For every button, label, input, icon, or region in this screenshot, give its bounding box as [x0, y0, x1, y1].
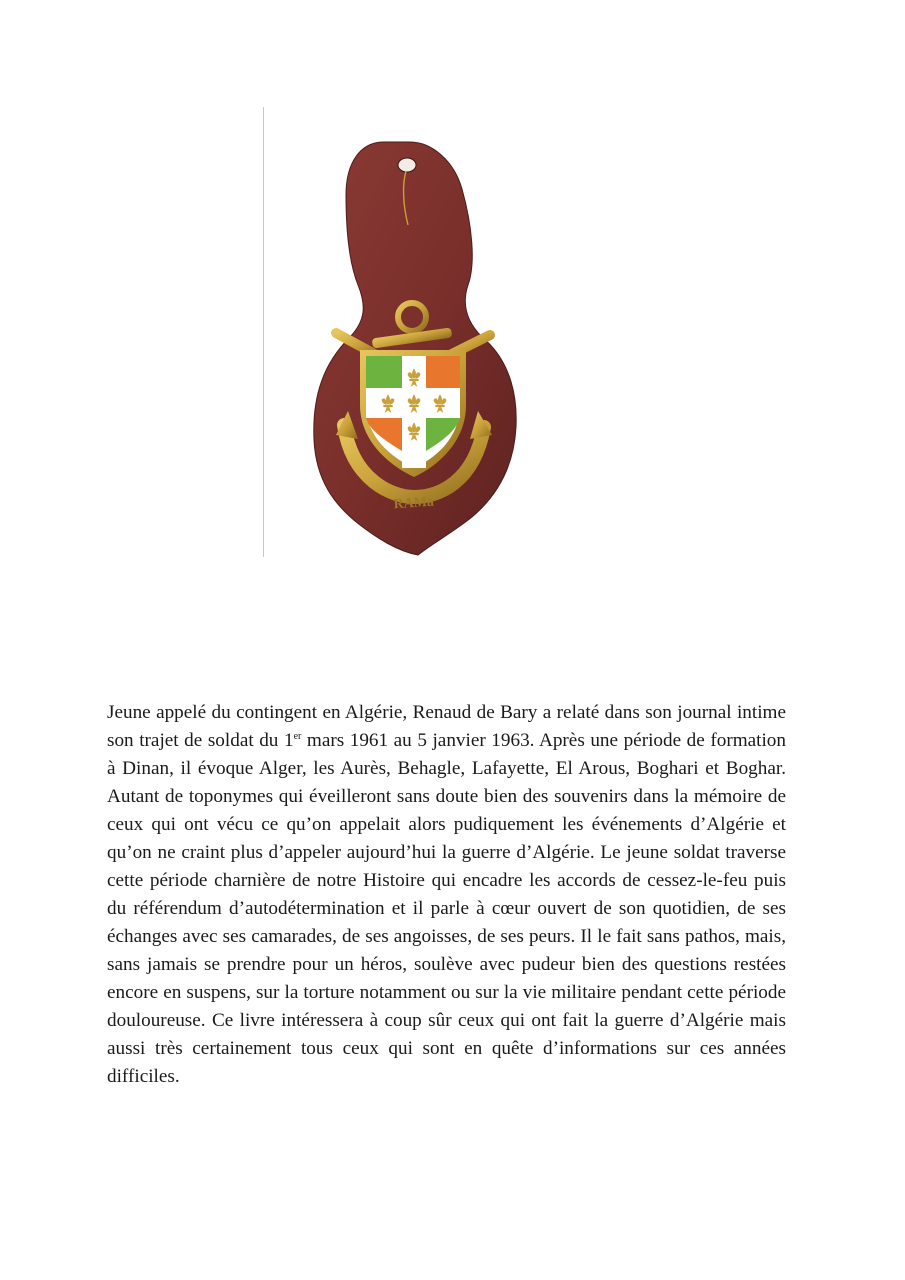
- ordinal-superscript: er: [293, 731, 302, 742]
- paragraph-start: Jeune appelé du contingent en Algérie, Renaud de Bary a relaté dans son journal intime son trajet de soldat du 1: [107, 702, 786, 751]
- body-paragraph: [107, 699, 786, 1091]
- insignia-photo: [262, 105, 522, 560]
- insignia-inscription: RAMa: [393, 494, 435, 513]
- paragraph-rest: mars 1961 au 5 janvier 1963. Après une période de formation à Dinan, il évoque Alger, les Aurès, Behagle, Lafayette, El Arous, Boghari et Boghar. Autant de toponymes qui éveilleront sans doute bien des souvenirs dans la mémoire de ceux qui ont vécu ce qu’on appelait alors pudiquement les événements d’Algérie et qu’on ne craint plus d’appeler aujourd’hui la guerre d’Algérie. Le jeune soldat traverse cette période charnière de notre Histoire qui encadre les accords de cessez-le-feu puis du référendum d’autodétermination et il parle à cœur ouvert de son quotidien, de ses échanges avec ses camarades, de ses angoisses, de ses peurs. Il le fait sans pathos, mais, sans jamais se prendre pour un héros, soulève avec pudeur bien des questions restées encore en suspens, sur la torture notamment ou sur la vie militaire pendant cette période douloureuse. Ce livre intéressera à coup sûr ceux qui ont fait la guerre d’Algérie mais aussi très certainement tous ceux qui sont en quête d’informations sur ces années difficiles.: [107, 730, 786, 1087]
